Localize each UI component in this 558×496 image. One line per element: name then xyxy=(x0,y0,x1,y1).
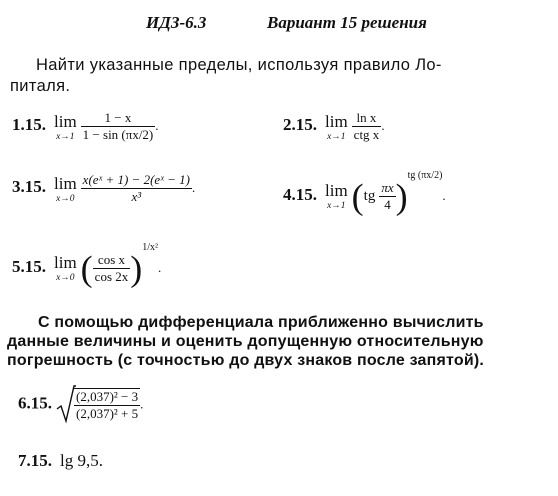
open-paren: ( xyxy=(351,176,364,217)
problem-6-number: 6.15. xyxy=(18,393,52,413)
problem-1-denominator: 1 − sin (πx/2) xyxy=(82,127,154,142)
problem-2-numerator: ln x xyxy=(356,110,377,125)
problem-4-number: 4.15. xyxy=(283,185,317,204)
problem-5-limit xyxy=(54,253,77,283)
problem-3-limit xyxy=(54,174,77,204)
task2-line2: данные величины и оценить допущенную относительную xyxy=(7,333,484,350)
task2-line3: погрешность (с точностью до двух знаков после запятой). xyxy=(7,352,485,369)
problem-3-lim: lim xyxy=(54,173,77,193)
problem-2-denominator: ctg x xyxy=(353,127,380,142)
problem-6-fraction xyxy=(74,388,140,422)
problem-3 xyxy=(12,172,195,205)
problem-1-number: 1.15. xyxy=(12,115,46,135)
problem-1-lim-sub: x→1 xyxy=(56,131,75,142)
problem-4 xyxy=(283,170,446,217)
problem-4-numerator: πx xyxy=(381,179,394,195)
problem-7 xyxy=(18,451,103,471)
open-paren: ( xyxy=(80,248,93,289)
problem-2-fraction xyxy=(352,110,385,143)
task1-line2: питаля. xyxy=(10,77,71,95)
problem-1-limit xyxy=(54,112,77,142)
problem-4-lim-sub: x→1 xyxy=(327,201,346,212)
problem-1 xyxy=(12,110,159,143)
doc-title-right: Вариант 15 решения xyxy=(267,13,427,32)
problem-2 xyxy=(283,110,385,143)
problem-2-lim: lim xyxy=(325,111,348,131)
problem-5-lim-sub: x→0 xyxy=(56,273,75,284)
problem-6-end: . xyxy=(140,396,144,412)
task1-line1: Найти указанные пределы, используя правило Ло- xyxy=(36,56,442,74)
problem-1-end: . xyxy=(155,118,159,134)
problem-2-lim-sub: x→1 xyxy=(327,131,346,142)
problem-4-denominator: 4 xyxy=(384,196,391,212)
problem-3-fraction xyxy=(81,172,192,205)
problem-4-base: tg xyxy=(363,188,376,204)
radical-icon xyxy=(56,385,76,425)
problem-4-power: tg (πx/2) xyxy=(407,170,443,181)
problem-5-end: . xyxy=(158,260,162,275)
problem-5-number: 5.15. xyxy=(12,257,46,276)
problem-2-end: . xyxy=(381,118,385,134)
problem-2-limit xyxy=(325,112,348,142)
problem-1-fraction xyxy=(81,110,159,143)
problem-3-lim-sub: x→0 xyxy=(56,193,75,204)
problem-4-limit xyxy=(325,181,348,211)
problem-1-numerator: 1 − x xyxy=(104,110,132,125)
problem-5-lim: lim xyxy=(54,253,77,273)
problem-3-number: 3.15. xyxy=(12,177,46,197)
problem-5-power: 1/x² xyxy=(142,242,159,253)
problem-3-end: . xyxy=(191,180,196,196)
problem-7-expression: lg 9,5. xyxy=(60,451,103,470)
problem-2-number: 2.15. xyxy=(283,115,317,135)
problem-5 xyxy=(12,242,162,289)
problem-7-number: 7.15. xyxy=(18,451,52,470)
problem-6 xyxy=(18,385,143,425)
close-paren: ) xyxy=(130,248,143,289)
problem-3-numerator: x(eˣ + 1) − 2(eˣ − 1) xyxy=(82,172,190,187)
problem-3-denominator: x³ xyxy=(131,189,142,204)
problem-4-fraction xyxy=(379,180,395,213)
problem-6-denominator: (2,037)² + 5 xyxy=(76,406,139,421)
doc-title-left: ИДЗ-6.3 xyxy=(146,13,207,32)
problem-4-end: . xyxy=(442,188,446,203)
problem-1-lim: lim xyxy=(54,111,77,131)
problem-5-fraction xyxy=(93,252,131,285)
problem-4-lim: lim xyxy=(325,181,348,201)
task2-line1: С помощью дифференциала приближенно вычислить xyxy=(38,314,484,331)
problem-5-denominator: cos 2x xyxy=(94,268,129,284)
problem-5-numerator: cos x xyxy=(97,251,126,267)
close-paren: ) xyxy=(395,176,408,217)
problem-6-numerator: (2,037)² − 3 xyxy=(76,389,139,404)
